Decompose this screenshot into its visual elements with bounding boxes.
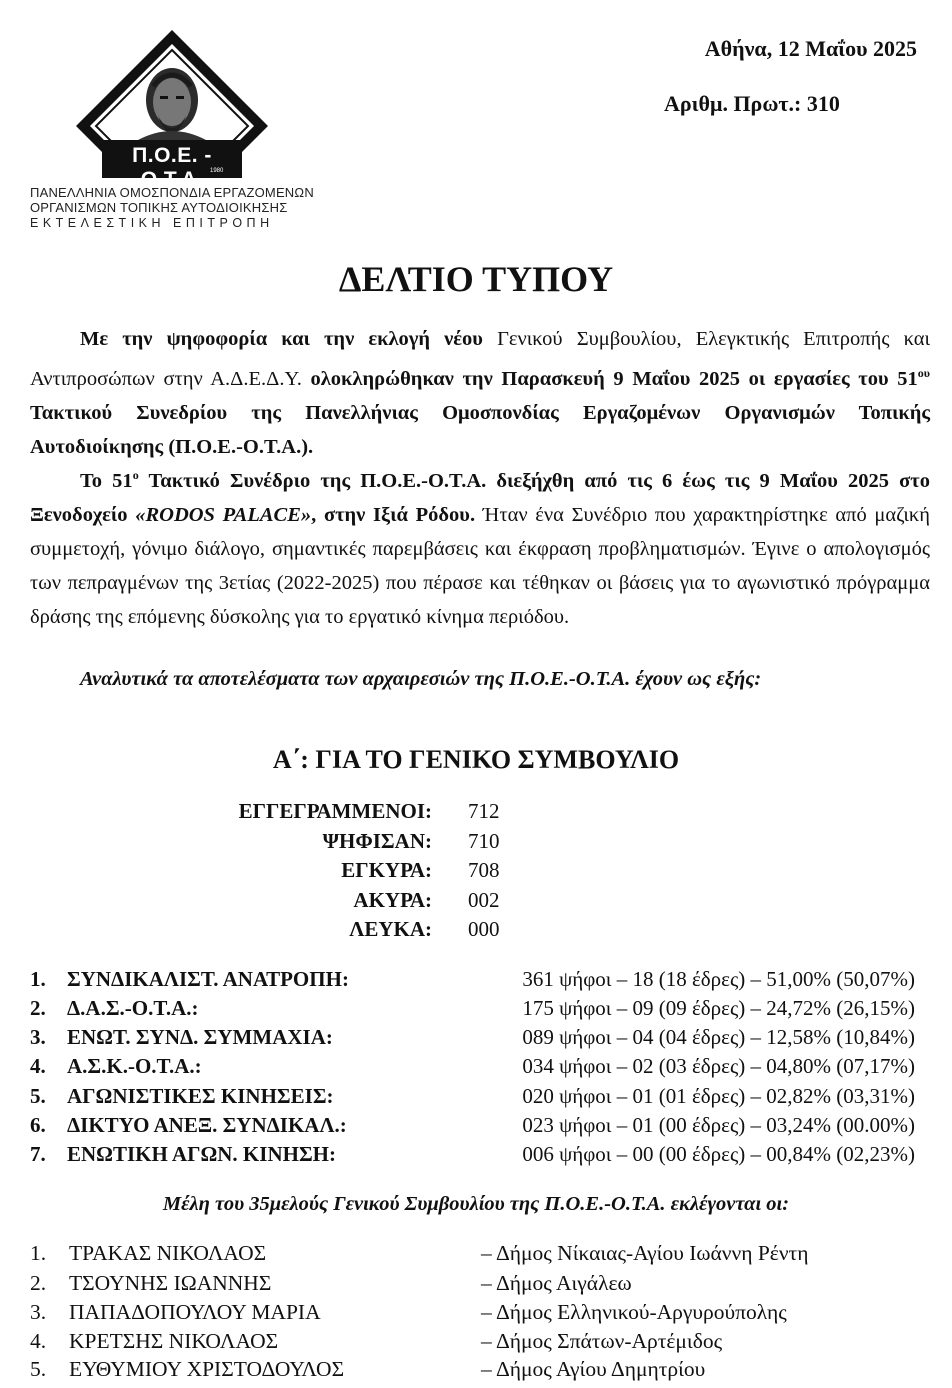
stat-label: ΛΕΥΚΑ: (349, 917, 432, 941)
result-row (30, 1113, 930, 1142)
member-name: ΠΑΠΑΔΟΠΟΥΛΟΥ ΜΑΡΙΑ (69, 1300, 321, 1324)
result-faction-name: ΑΓΩΝΙΣΤΙΚΕΣ ΚΙΝΗΣΕΙΣ: (67, 1084, 334, 1108)
page-title: ΔΕΛΤΙΟ ΤΥΠΟΥ (338, 259, 614, 299)
result-values: 089 ψήφοι – 04 (04 έδρες) – 12,58% (10,84%) (522, 1025, 915, 1049)
stat-label: ΕΓΓΕΓΡΑΜΜΕΝΟΙ: (238, 799, 432, 823)
paragraph-1-bold-a: Με την ψηφοφορία και την εκλογή νέου (80, 328, 483, 350)
member-name: ΤΣΟΥΝΗΣ ΙΩΑΝΝΗΣ (69, 1271, 272, 1295)
poe-ota-logo (60, 28, 285, 191)
member-name: ΚΡΕΤΣΗΣ ΝΙΚΟΛΑΟΣ (69, 1329, 279, 1353)
paragraph-1-text-b: Γενικού Συμβουλίου, Ελεγκτικής Επιτροπής και Αντιπροσώπων στην Α.Δ.Ε.Δ.Υ. (30, 328, 930, 390)
paragraph-2-bold-d: , στην Ιξιά Ρόδου. (311, 503, 476, 526)
stat-row-registered (180, 799, 580, 829)
logo-year: 1980 (210, 168, 224, 174)
stat-row-invalid (180, 888, 580, 918)
result-number: 4. (30, 1054, 46, 1078)
member-row (30, 1357, 930, 1386)
member-number: 3. (30, 1300, 47, 1324)
stat-row-blank (180, 917, 580, 947)
result-faction-name: Α.Σ.Κ.-Ο.Τ.Α.: (67, 1054, 202, 1078)
result-faction-name: ΕΝΩΤΙΚΗ ΑΓΩΝ. ΚΙΝΗΣΗ: (67, 1142, 337, 1166)
paragraph-2-text-e: Ήταν ένα Συνέδριο που χαρακτηρίστηκε από μαζική συμμετοχή, γόνιμο διάλογο, σημαντικές παρεμβάσεις και έκφραση προβληματισμών. Έγινε ο απολογισμός των πεπραγμένων της 3ετίας (2022-2025) που πέρασε και τέθηκαν οι βάσεις για το αγωνιστικό πρόγραμμα δράσης της επόμενης δύσκολης για το εργατικό κίνημα περιόδου. (30, 503, 930, 628)
member-number: 5. (30, 1357, 47, 1381)
result-row (30, 967, 930, 996)
document-date: Αθήνα, 12 Μαΐου 2025 (704, 36, 917, 61)
paragraph-1 (30, 322, 930, 464)
paragraph-1-bold-c: ολοκληρώθηκαν την Παρασκευή 9 Μαΐου 2025 οι εργασίες του 51 (310, 367, 918, 390)
member-municipality: – Δήμος Σπάτων-Αρτέμιδος (481, 1329, 723, 1353)
stat-value: 710 (468, 829, 500, 853)
member-municipality: – Δήμος Αιγάλεω (481, 1271, 632, 1295)
result-faction-name: ΔΙΚΤΥΟ ΑΝΕΞ. ΣΥΝΔΙΚΑΛ.: (67, 1113, 347, 1137)
stat-row-voted (180, 829, 580, 859)
result-values: 175 ψήφοι – 09 (09 έδρες) – 24,72% (26,15%) (522, 996, 915, 1020)
paragraph-2-bold-a: Το 51 (80, 469, 133, 492)
logo-text: Π.Ο.Ε. - Ο.Τ.Α. (132, 144, 212, 191)
result-values: 023 ψήφοι – 01 (00 έδρες) – 03,24% (00.00%) (522, 1113, 915, 1137)
members-heading: Μέλη του 35μελούς Γενικού Συμβουλίου της Π.Ο.Ε.-Ο.Τ.Α. εκλέγονται οι: (162, 1193, 790, 1215)
section-heading-general-council: Α΄: ΓΙΑ ΤΟ ΓΕΝΙΚΟ ΣΥΜΒΟΥΛΙΟ (272, 745, 680, 774)
paragraph-2-bold-b: Τακτικό Συνέδριο της Π.Ο.Ε.-Ο.Τ.Α. διεξήχθη από τις 6 έως τις 9 Μαΐου 2025 στο Ξενοδοχείο (30, 469, 930, 526)
protocol-number: Αριθμ. Πρωτ.: 310 (664, 91, 840, 116)
member-name: ΕΥΘΥΜΙΟΥ ΧΡΙΣΤΟΔΟΥΛΟΣ (69, 1357, 345, 1381)
result-number: 7. (30, 1142, 46, 1166)
member-row (30, 1241, 930, 1270)
stat-label: ΕΓΚΥΡΑ: (341, 858, 432, 882)
paragraph-2-superscript: ο (132, 468, 139, 482)
result-number: 2. (30, 996, 46, 1020)
result-faction-name: Δ.Α.Σ.-Ο.Τ.Α.: (67, 996, 199, 1020)
member-municipality: – Δήμος Αγίου Δημητρίου (481, 1357, 706, 1381)
paragraph-3 (30, 662, 930, 696)
paragraph-1-bold-d: Τακτικού Συνεδρίου της Πανελλήνιας Ομοσπονδίας Εργαζομένων Οργανισμών Τοπικής Αυτοδιοίκησης (Π.Ο.Ε.-Ο.Τ.Α.). (30, 401, 930, 458)
result-row (30, 1054, 930, 1083)
result-row (30, 996, 930, 1025)
paragraph-1-superscript: ου (917, 366, 930, 380)
member-number: 2. (30, 1271, 47, 1295)
org-name-line-2: ΟΡΓΑΝΙΣΜΩΝ ΤΟΠΙΚΗΣ ΑΥΤΟΔΙΟΙΚΗΣΗΣ (30, 200, 288, 215)
organization-name-block (30, 185, 320, 232)
member-municipality: – Δήμος Ελληνικού-Αργυρούπολης (481, 1300, 787, 1324)
stat-value: 002 (468, 888, 500, 912)
result-row (30, 1084, 930, 1113)
stat-value: 712 (468, 799, 500, 823)
result-values: 020 ψήφοι – 01 (01 έδρες) – 02,82% (03,31%) (522, 1084, 915, 1108)
result-number: 6. (30, 1113, 46, 1137)
result-row (30, 1025, 930, 1054)
member-number: 4. (30, 1329, 47, 1353)
member-number: 1. (30, 1241, 47, 1265)
result-values: 006 ψήφοι – 00 (00 έδρες) – 00,84% (02,23%) (522, 1142, 915, 1166)
paragraph-2 (30, 458, 930, 634)
member-name: ΤΡΑΚΑΣ ΝΙΚΟΛΑΟΣ (69, 1241, 267, 1265)
result-number: 1. (30, 967, 46, 991)
stat-row-valid (180, 858, 580, 888)
member-row (30, 1329, 930, 1358)
stat-label: ΨΗΦΙΣΑΝ: (322, 829, 432, 853)
result-values: 034 ψήφοι – 02 (03 έδρες) – 04,80% (07,17%) (522, 1054, 915, 1078)
member-row (30, 1300, 930, 1329)
result-faction-name: ΣΥΝΔΙΚΑΛΙΣΤ. ΑΝΑΤΡΟΠΗ: (67, 967, 349, 991)
org-executive-committee: ΕΚΤΕΛΕΣΤΙΚΗ ΕΠΙΤΡΟΠΗ (30, 216, 274, 230)
result-faction-name: ΕΝΩΤ. ΣΥΝΔ. ΣΥΜΜΑΧΙΑ: (67, 1025, 333, 1049)
hotel-name: «RODOS PALACE» (135, 503, 312, 526)
stat-value: 708 (468, 858, 500, 882)
member-municipality: – Δήμος Νίκαιας-Αγίου Ιωάννη Ρέντη (481, 1241, 809, 1265)
result-number: 3. (30, 1025, 46, 1049)
stat-value: 000 (468, 917, 500, 941)
member-row (30, 1271, 930, 1300)
paragraph-3-text: Αναλυτικά τα αποτελέσματα των αρχαιρεσιών της Π.Ο.Ε.-Ο.Τ.Α. έχουν ως εξής: (80, 668, 762, 690)
result-values: 361 ψήφοι – 18 (18 έδρες) – 51,00% (50,07%) (522, 967, 915, 991)
result-row (30, 1142, 930, 1171)
org-name-line-1: ΠΑΝΕΛΛΗΝΙΑ ΟΜΟΣΠΟΝΔΙΑ ΕΡΓΑΖΟΜΕΝΩΝ (30, 185, 314, 200)
result-number: 5. (30, 1084, 46, 1108)
stat-label: ΑΚΥΡΑ: (353, 888, 432, 912)
